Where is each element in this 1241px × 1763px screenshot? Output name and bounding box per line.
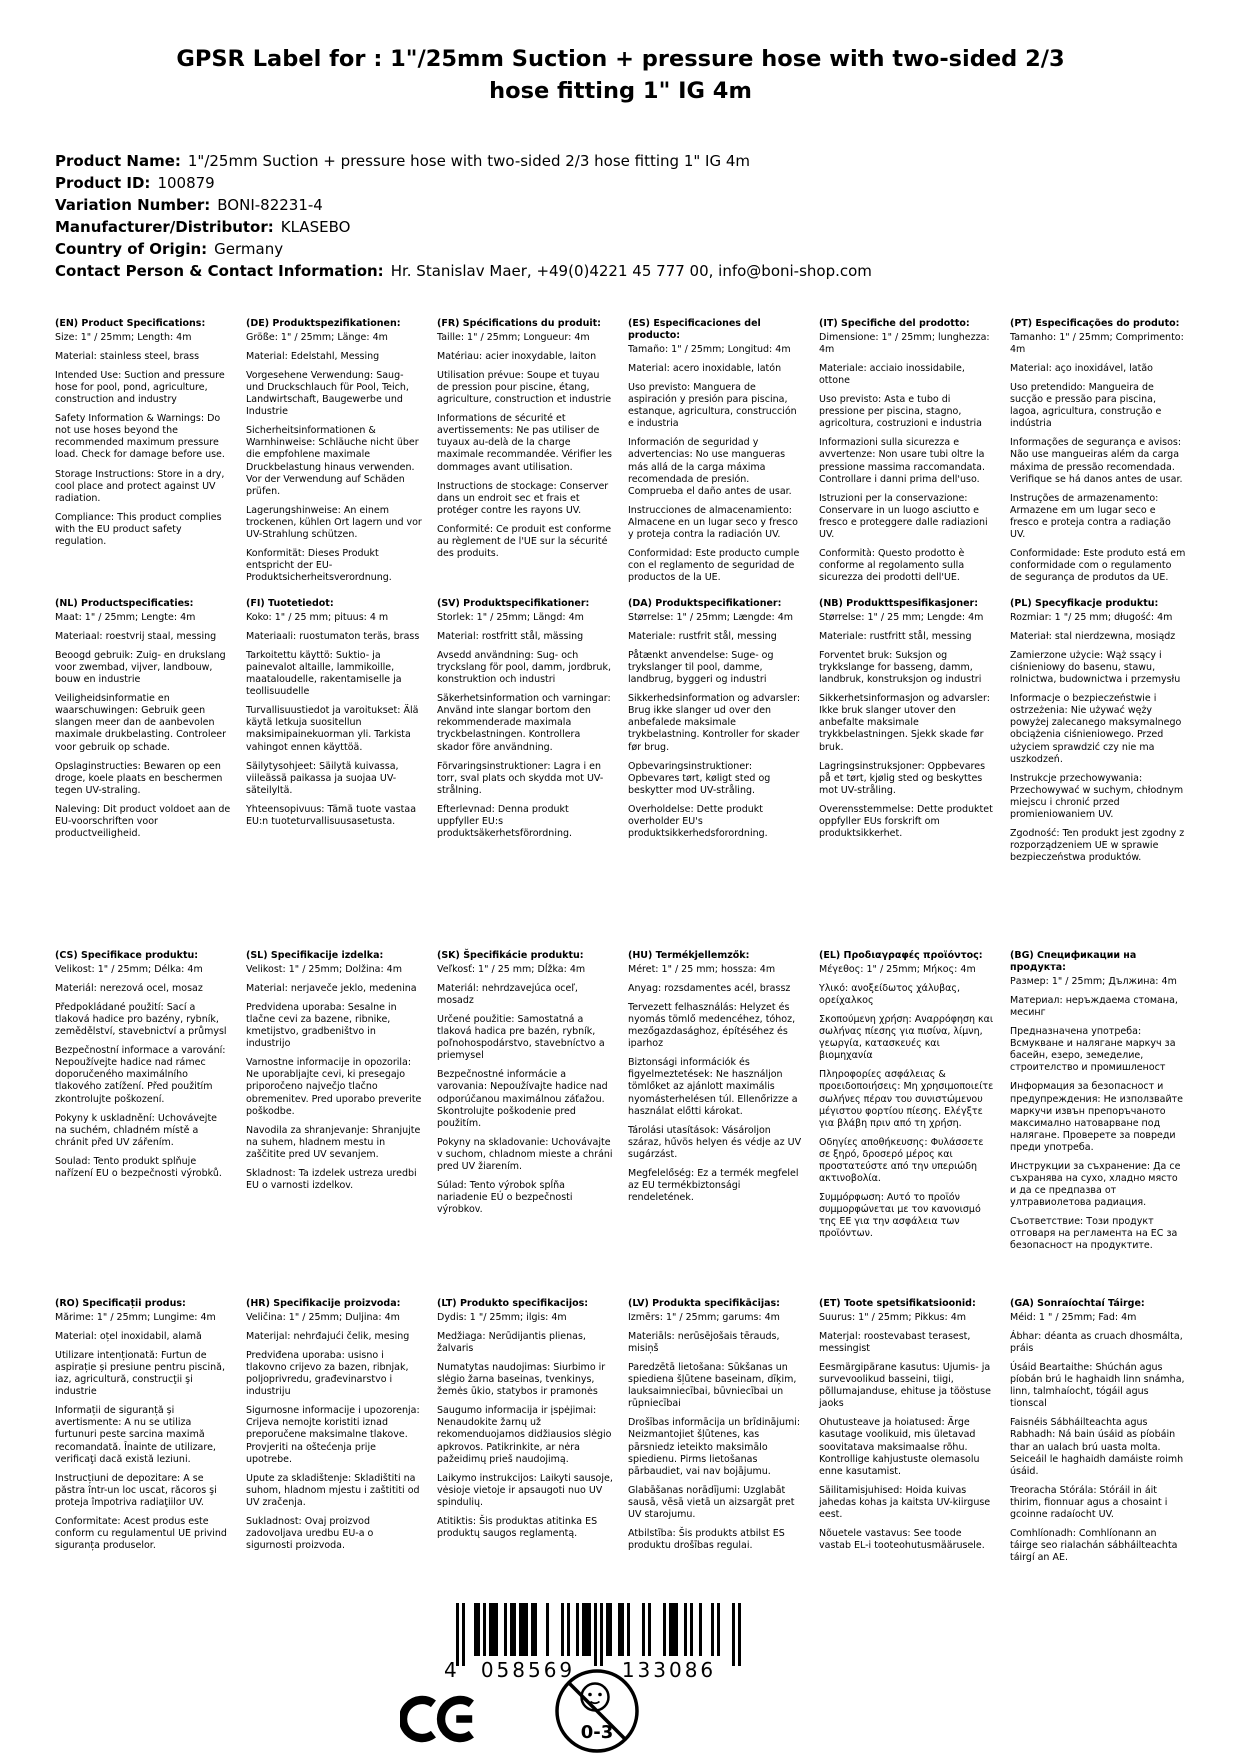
spec-paragraph: Materjal: roostevabast terasest, messingist (819, 1331, 971, 1355)
language-block-sv (437, 598, 613, 847)
language-block-cs (55, 950, 231, 1187)
page-title: GPSR Label for : 1"/25mm Suction + pressure hose with two-sided 2/3 hose fitting 1" IG 4m (176, 46, 1065, 104)
language-block-heading: (LV) Produkta specifikācijas: (628, 1297, 780, 1309)
spec-paragraph: Avsedd användning: Sug- och tryckslang för pool, damm, jordbruk, konstruktion och industri (437, 650, 611, 686)
spec-paragraph: Maat: 1" / 25mm; Lengte: 4m (55, 611, 196, 623)
product-info-label: Country of Origin: (55, 239, 208, 258)
spec-paragraph: Veiligheidsinformatie en waarschuwingen: Gebruik geen slangen meer dan de aanbevolen maximale drukbelasting. Controleer voor gebruik op schade. (55, 693, 227, 753)
product-info-value: Germany (214, 239, 284, 258)
product-info-value: BONI-82231-4 (217, 195, 323, 214)
spec-paragraph: Material: aço inoxidável, latão (1010, 363, 1153, 375)
ce-mark-svg (400, 1693, 476, 1745)
spec-paragraph: Opslaginstructies: Bewaren op een droge, koele plaats en beschermen tegen UV-straling. (55, 760, 223, 796)
language-block-heading: (HR) Specifikacije proizvoda: (246, 1297, 401, 1309)
language-block-heading: (NB) Produkttspesifikasjoner: (819, 597, 979, 609)
spec-paragraph: Materiāls: nerūsējošais tērauds, misiņš (628, 1331, 780, 1355)
spec-paragraph: Overensstemmelse: Dette produktet oppfyller EUs forskrift om produktsikkerhet. (819, 803, 993, 839)
spec-paragraph: Instrucciones de almacenamiento: Almacene en un lugar seco y fresco y proteja contra la radiación UV. (628, 504, 798, 540)
language-block-it (819, 318, 995, 591)
spec-paragraph: Conformité: Ce produit est conforme au règlement de l'UE sur la sécurité des produits. (437, 523, 612, 559)
spec-paragraph: Størrelse: 1" / 25 mm; Lengde: 4m (819, 611, 984, 623)
language-block-pl (1010, 598, 1186, 871)
spec-paragraph: Safety Information & Warnings: Do not use hoses beyond the recommended maximum pressure load. Check for damage before use. (55, 413, 225, 461)
spec-paragraph: Materiale: acciaio inossidabile, ottone (819, 363, 965, 387)
spec-paragraph: Opbevaringsinstruktioner: Opbevares tørt, køligt sted og beskytter mod UV-stråling. (628, 760, 771, 796)
language-block-heading: (PL) Specyfikacje produktu: (1010, 597, 1159, 609)
language-block-heading: (PT) Especificações do produto: (1010, 317, 1180, 329)
spec-paragraph: Предназначена употреба: Всмукване и налягане маркуч за басейн, езеро, земеделие, строителство и промишленост (1010, 1026, 1176, 1074)
spec-paragraph: Material: stainless steel, brass (55, 351, 200, 362)
spec-paragraph: Laikymo instrukcijos: Laikyti sausoje, vėsioje vietoje ir apsaugoti nuo UV spindulių. (437, 1472, 613, 1508)
spec-paragraph: Koko: 1" / 25 mm; pituus: 4 m (246, 611, 389, 623)
spec-paragraph: Materiál: nehrdzavejúca oceľ, mosadz (437, 983, 578, 1007)
spec-paragraph: Paredzētā lietošana: Sūkšanas un spiediena šļūtene baseinam, dīķim, lauksaimniecībai, būvniecībai un rūpniecībai (628, 1362, 797, 1410)
spec-paragraph: Conformidade: Este produto está em conformidade com o regulamento de segurança de produtos da UE. (1010, 547, 1186, 583)
spec-paragraph: Matériau: acier inoxydable, laiton (437, 351, 597, 362)
language-block-heading: (LT) Produkto specifikacijos: (437, 1297, 589, 1309)
spec-paragraph: Predvidena uporaba: Sesalne in tlačne cevi za bazene, ribnike, kmetijstvo, gradbeništvo in industrijo (246, 1002, 397, 1050)
spec-paragraph: Utilisation prévue: Soupe et tuyau de pression pour piscine, étang, agriculture, construction et industrie (437, 370, 612, 406)
spec-paragraph: Lagerungshinweise: An einem trockenen, kühlen Ort lagern und vor UV-Strahlung schützen. (246, 504, 422, 540)
spec-paragraph: Förvaringsinstruktioner: Lagra i en torr, sval plats och skydda mot UV-strålning. (437, 760, 604, 796)
spec-paragraph: Overholdelse: Dette produkt overholder EU's produktsikkerhedsforordning. (628, 803, 768, 839)
spec-paragraph: Izmērs: 1" / 25mm; garums: 4m (628, 1311, 780, 1323)
spec-paragraph: Pokyny k uskladnění: Uchovávejte na suchém, chladném místě a chránit před UV zářením. (55, 1112, 218, 1148)
spec-paragraph: Konformität: Dieses Produkt entspricht der EU-Produktsicherheitsverordnung. (246, 547, 392, 583)
spec-paragraph: Συμμόρφωση: Αυτό το προϊόν συμμορφώνεται με τον κανονισμό της ΕΕ για την ασφάλεια των προϊόντων. (819, 1191, 981, 1240)
spec-paragraph: Storage Instructions: Store in a dry, cool place and protect against UV radiation. (55, 468, 225, 504)
spec-paragraph: Medžiaga: Nerūdijantis plienas, žalvaris (437, 1331, 586, 1355)
spec-paragraph: Instructions de stockage: Conserver dans un endroit sec et frais et protéger contre les rayons UV. (437, 480, 609, 516)
spec-paragraph: Размер: 1" / 25mm; Дължина: 4m (1010, 976, 1177, 987)
spec-paragraph: Tárolási utasítások: Vásároljon száraz, hűvös helyen és védje az UV sugárzást. (628, 1124, 802, 1160)
barcode-digits-group2: 133086 (621, 1657, 717, 1682)
spec-paragraph: Información de seguridad y advertencias: No use mangueras más allá de la carga máxima recomendada de presión. Comprueba el daño antes de usar. (628, 437, 792, 497)
language-grid-row (55, 318, 1186, 598)
spec-paragraph: Soulad: Tento produkt splňuje nařízení EU o bezpečnosti výrobků. (55, 1155, 222, 1179)
spec-paragraph: Conformidad: Este producto cumple con el reglamento de seguridad de productos de la UE. (628, 547, 800, 583)
spec-paragraph: Tamanho: 1" / 25mm; Comprimento: 4m (1010, 331, 1184, 355)
language-block-heading: (ET) Toote spetsifikatsioonid: (819, 1297, 976, 1309)
product-info-label: Manufacturer/Distributor: (55, 217, 274, 236)
language-block-fr (437, 318, 613, 567)
product-info-value: KLASEBO (280, 217, 351, 236)
product-info-label: Contact Person & Contact Information: (55, 261, 384, 280)
spec-paragraph: Dimensione: 1" / 25mm; lunghezza: 4m (819, 331, 990, 355)
spec-paragraph: Beoogd gebruik: Zuig- en drukslang voor zwembad, vijver, landbouw, bouw en industrie (55, 650, 226, 686)
language-block-el (819, 950, 995, 1247)
spec-paragraph: Saugumo informacija ir įspėjimai: Nenaudokite žarnų už rekomenduojamos didžiausios slėgio apkrovos. Patikrinkite, ar nėra pažeidimų prieš naudojimą. (437, 1405, 612, 1465)
spec-paragraph: Ábhar: déanta as cruach dhosmálta, práis (1010, 1331, 1183, 1355)
product-info-value: 100879 (157, 173, 215, 192)
spec-paragraph: Informazioni sulla sicurezza e avvertenze: Non usare tubi oltre la pressione massima raccomandata. Controllare i danni prima dell'uso. (819, 437, 986, 485)
spec-paragraph: Uso previsto: Asta e tubo di pressione per piscina, stagno, agricoltura, costruzioni e industria (819, 394, 982, 430)
barcode-digit-left: 4 (444, 1657, 457, 1682)
language-grid (55, 318, 1186, 1603)
spec-paragraph: Uso pretendido: Mangueira de sucção e pressão para piscina, lagoa, agricultura, construção e indústria (1010, 382, 1162, 430)
language-block-heading: (SV) Produktspecifikationer: (437, 597, 590, 609)
language-block-heading: (CS) Specifikace produktu: (55, 949, 199, 961)
language-block-heading: (ES) Especificaciones del producto: (628, 317, 761, 341)
spec-paragraph: Материал: неръждаема стомана, месинг (1010, 995, 1178, 1019)
spec-paragraph: Skladnost: Ta izdelek ustreza uredbi EU o varnosti izdelkov. (246, 1167, 417, 1191)
spec-paragraph: Turvallisuustiedot ja varoitukset: Älä käytä letkuja suositellun maksimipainekuorman yli. Tarkista vahingot ennen käyttöä. (246, 705, 419, 753)
language-block-fi (246, 598, 422, 835)
product-info-row (55, 260, 1186, 282)
spec-paragraph: Materiał: stal nierdzewna, mosiądz (1010, 631, 1176, 642)
spec-paragraph: Numatytas naudojimas: Siurbimo ir slėgio žarna baseinas, tvenkinys, žemės ūkio, statybos ir pramonės (437, 1362, 606, 1398)
spec-paragraph: Veličina: 1" / 25mm; Duljina: 4m (246, 1311, 400, 1323)
spec-paragraph: Sikkerhedsinformation og advarsler: Brug ikke slanger ud over den anbefalede maksimale trykbelastning. Kontroller for skader før brug. (628, 693, 801, 753)
spec-paragraph: Informacje o bezpieczeństwie i ostrzeżenia: Nie używać węży powyżej zalecanego maksymalnego obciążenia ciśnieniowego. Przed użyciem sprawdzić czy nie ma uszkodzeń. (1010, 693, 1182, 765)
spec-paragraph: Drošības informācija un brīdinājumi: Neizmantojiet šļūtenes, kas pārsniedz ieteikto maksimālo spiedienu. Pirms lietošanas pārbaudiet, vai nav bojājumu. (628, 1417, 801, 1477)
spec-paragraph: Efterlevnad: Denna produkt uppfyller EU:s produktsäkerhetsförordning. (437, 803, 573, 839)
language-block-de (246, 318, 422, 591)
spec-paragraph: Material: oțel inoxidabil, alamă (55, 1331, 202, 1342)
spec-paragraph: Informações de segurança e avisos: Não use mangueiras além da carga máxima de pressão recomendada. Verifique se há danos antes de usar. (1010, 437, 1183, 485)
spec-paragraph: Taille: 1" / 25mm; Longueur: 4m (437, 331, 590, 343)
product-info-value: Hr. Stanislav Maer, +49(0)4221 45 777 00, info@boni-shop.com (390, 261, 872, 280)
spec-paragraph: Atbilstība: Šis produkts atbilst ES produktu drošības regulai. (628, 1527, 785, 1551)
spec-paragraph: Instruções de armazenamento: Armazene em um lugar seco e fresco e proteja contra a radiação UV. (1010, 492, 1171, 540)
age-warning-label: 0-3 (580, 1721, 614, 1743)
product-info-value: 1"/25mm Suction + pressure hose with two-sided 2/3 hose fitting 1" IG 4m (187, 151, 751, 170)
spec-paragraph: Materiale: rustfritt stål, messing (819, 631, 972, 642)
spec-paragraph: Compliance: This product complies with the EU product safety regulation. (55, 511, 222, 547)
spec-paragraph: Intended Use: Suction and pressure hose for pool, pond, agriculture, construction and industry (55, 370, 225, 406)
language-grid-row (55, 1298, 1186, 1603)
spec-paragraph: Sigurnosne informacije i upozorenja: Crijeva nemojte koristiti iznad preporučene maksimalne tlakove. Provjeriti na oštećenja prije upotrebe. (246, 1405, 420, 1465)
product-info (55, 150, 1186, 282)
spec-paragraph: Mărime: 1" / 25mm; Lungime: 4m (55, 1311, 216, 1323)
age-warning-svg (553, 1667, 641, 1755)
language-block-nb (819, 598, 995, 847)
spec-paragraph: Materiaal: roestvrij staal, messing (55, 631, 217, 642)
spec-paragraph: Size: 1" / 25mm; Length: 4m (55, 331, 192, 343)
barcode-digits-group1: 058569 (480, 1657, 576, 1682)
spec-paragraph: Určené použitie: Samostatná a tlaková hadica pre bazén, rybník, poľnohospodárstvo, stavebníctvo a priemysel (437, 1014, 605, 1062)
product-info-row (55, 238, 1186, 260)
spec-paragraph: Lagringsinstruksjoner: Oppbevares på et tørt, kjølig sted og beskyttes mot UV-stråling. (819, 760, 986, 796)
spec-paragraph: Instrukcje przechowywania: Przechowywać w suchym, chłodnym miejscu i chronić przed promieniowaniem UV. (1010, 772, 1184, 820)
spec-paragraph: Velikost: 1" / 25mm; Dolžina: 4m (246, 963, 402, 975)
spec-paragraph: Méret: 1" / 25 mm; hossza: 4m (628, 963, 776, 975)
product-info-label: Variation Number: (55, 195, 211, 214)
language-block-lt (437, 1298, 613, 1547)
language-block-sk (437, 950, 613, 1223)
spec-paragraph: Istruzioni per la conservazione: Conservare in un luogo asciutto e fresco e proteggere dalle radiazioni UV. (819, 492, 988, 540)
spec-paragraph: Materiál: nerezová ocel, mosaz (55, 983, 203, 994)
language-block-heading: (GA) Sonraíochtaí Táirge: (1010, 1297, 1145, 1309)
spec-paragraph: Rozmiar: 1 "/ 25 mm; długość: 4m (1010, 611, 1173, 623)
spec-paragraph: Materiale: rustfrit stål, messing (628, 631, 777, 642)
age-warning-0-3-icon (553, 1667, 641, 1755)
language-block-heading: (BG) Спецификации на продукта: (1010, 949, 1137, 973)
spec-paragraph: Säilytysohjeet: Säilytä kuivassa, viileässä paikassa ja suojaa UV-säteilyltä. (246, 760, 399, 796)
spec-paragraph: Anyag: rozsdamentes acél, brassz (628, 983, 791, 994)
spec-paragraph: Tervezett felhasználás: Helyzet és nyomás tömlő medencéhez, tóhoz, mezőgazdasághoz, építéséhez és iparhoz (628, 1002, 796, 1050)
language-block-heading: (RO) Specificații produs: (55, 1297, 186, 1309)
product-info-row (55, 172, 1186, 194)
language-block-heading: (SK) Špecifikácie produktu: (437, 949, 584, 961)
spec-paragraph: Størrelse: 1" / 25mm; Længde: 4m (628, 611, 794, 623)
language-block-en (55, 318, 231, 555)
spec-paragraph: Πληροφορίες ασφάλειας & προειδοποιήσεις: Μη χρησιμοποιείτε σωλήνες πέραν του συνιστώμενου μέγιστου φορτίου πίεσης. Ελέγξτε για βλάβη πριν από τη χρήση. (819, 1069, 994, 1129)
spec-paragraph: Comhlíonadh: Comhlíonann an táirge seo rialachán sábháilteachta táirgí an AE. (1010, 1527, 1178, 1563)
language-block-heading: (NL) Productspecificaties: (55, 597, 194, 609)
language-block-es (628, 318, 804, 591)
spec-paragraph: Biztonsági információk és figyelmeztetések: Ne használjon tömlőket az ajánlott maximális nyomásterhelésen túl. Ellenőrizze a használat előtti károkat. (628, 1057, 798, 1117)
spec-paragraph: Materiaali: ruostumaton teräs, brass (246, 631, 420, 642)
spec-paragraph: Инструкции за съхранение: Да се съхранява на сухо, хладно място и да се предпазва от ултравиолетова радиация. (1010, 1160, 1181, 1208)
spec-paragraph: Größe: 1" / 25mm; Länge: 4m (246, 331, 388, 343)
spec-paragraph: Sikkerhetsinformasjon og advarsler: Ikke bruk slanger utover den anbefalte maksimale trykkbelastningen. Sjekk skade før bruk. (819, 693, 990, 753)
product-info-label: Product Name: (55, 151, 181, 170)
product-info-label: Product ID: (55, 173, 151, 192)
language-block-lv (628, 1298, 804, 1559)
language-block-heading: (DE) Produktspezifikationen: (246, 317, 401, 329)
language-block-nl (55, 598, 231, 847)
spec-paragraph: Dydis: 1 "/ 25mm; ilgis: 4m (437, 1311, 567, 1323)
spec-paragraph: Påtænkt anvendelse: Suge- og trykslanger til pool, damme, landbrug, byggeri og industri (628, 650, 774, 686)
language-block-heading: (IT) Specifiche del prodotto: (819, 317, 970, 329)
product-info-row (55, 216, 1186, 238)
spec-paragraph: Säkerhetsinformation och varningar: Använd inte slangar bortom den rekommenderade maximala tryckbelastningen. Kontrollera skador före användning. (437, 693, 611, 753)
spec-paragraph: Υλικό: ανοξείδωτος χάλυβας, ορείχαλκος (819, 983, 960, 1007)
spec-paragraph: Suurus: 1" / 25mm; Pikkus: 4m (819, 1311, 966, 1323)
spec-paragraph: Yhteensopivuus: Tämä tuote vastaa EU:n tuoteturvallisuusasetusta. (246, 803, 417, 827)
spec-paragraph: Upute za skladištenje: Skladištiti na suhom, hladnom mjestu i zaštititi od UV zračenja. (246, 1472, 420, 1508)
language-block-heading: (FR) Spécifications du produit: (437, 317, 601, 329)
spec-paragraph: Faisnéis Sábháilteachta agus Rabhadh: Ná bain úsáid as píobáin thar an ualach brú uasta molta. Seiceáil le haghaidh damáiste roimh úsáid. (1010, 1417, 1184, 1477)
spec-paragraph: Bezpečnostné informácie a varovania: Nepoužívajte hadice nad odporúčanou maximálnou záťažou. Skontrolujte poškodenie pred použitím. (437, 1069, 608, 1129)
spec-paragraph: Méid: 1 " / 25mm; Fad: 4m (1010, 1311, 1137, 1323)
spec-paragraph: Utilizare intenționată: Furtun de aspirație și presiune pentru piscină, iaz, agricultură, construcţii şi industrie (55, 1350, 225, 1398)
spec-paragraph: Materijal: nehrđajući čelik, mesing (246, 1331, 410, 1342)
spec-paragraph: Tamaño: 1" / 25mm; Longitud: 4m (628, 344, 791, 355)
spec-paragraph: Material: acero inoxidable, latón (628, 363, 782, 375)
spec-paragraph: Informations de sécurité et avertissements: Ne pas utiliser de tuyaux au-delà de la charge maximale recommandée. Vérifier les dommages avant utilisation. (437, 413, 612, 473)
language-block-ro (55, 1298, 231, 1559)
language-block-heading: (DA) Produktspecifikationer: (628, 597, 782, 609)
spec-paragraph: Veľkosť: 1" / 25 mm; Dĺžka: 4m (437, 963, 586, 975)
language-block-et (819, 1298, 995, 1559)
spec-paragraph: Nõuetele vastavus: See toode vastab EL-i tooteohutusmäärusele. (819, 1527, 985, 1551)
spec-paragraph: Material: Edelstahl, Messing (246, 351, 380, 362)
spec-paragraph: Atitiktis: Šis produktas atitinka ES produktų saugos reglamentą. (437, 1515, 598, 1539)
spec-paragraph: Predviđena uporaba: usisno i tlakovno crijevo za bazen, ribnjak, poljoprivredu, građevinarstvo i industriju (246, 1350, 409, 1398)
spec-paragraph: Sicherheitsinformationen & Warnhinweise: Schläuche nicht über die empfohlene maximale Druckbelastung hinaus verwenden. Vor der Verwendung auf Schäden prüfen. (246, 425, 419, 497)
spec-paragraph: Съответствие: Този продукт отговаря на регламента на ЕС за безопасност на продуктите. (1010, 1216, 1178, 1252)
language-block-heading: (FI) Tuotetiedot: (246, 597, 334, 609)
language-grid-row (55, 950, 1186, 1298)
spec-paragraph: Pokyny na skladovanie: Uchovávajte v suchom, chladnom mieste a chráni pred UV žiarením. (437, 1136, 613, 1172)
language-block-pt (1010, 318, 1186, 591)
spec-paragraph: Material: nerjaveče jeklo, medenina (246, 983, 417, 994)
label-footer (55, 1603, 1186, 1763)
language-grid-row (55, 598, 1186, 950)
language-block-ga (1010, 1298, 1186, 1571)
spec-paragraph: Ohutusteave ja hoiatused: Ärge kasutage voolikuid, mis ületavad soovitatava maksimaalse rõhu. Kontrollige kahjustuste olemasolu enne kasutamist. (819, 1417, 980, 1477)
spec-paragraph: Zgodność: Ten produkt jest zgodny z rozporządzeniem UE w sprawie bezpieczeństwa produktów. (1010, 827, 1185, 863)
spec-paragraph: Uso previsto: Manguera de aspiración y presión para piscina, estanque, agricultura, construcción e industria (628, 382, 797, 430)
spec-paragraph: Vorgesehene Verwendung: Saug- und Druckschlauch für Pool, Teich, Landwirtschaft, Baugewerbe und Industrie (246, 370, 409, 418)
spec-paragraph: Súlad: Tento výrobok spĺňa nariadenie EÚ o bezpečnosti výrobkov. (437, 1179, 573, 1215)
spec-paragraph: Material: rostfritt stål, mässing (437, 631, 584, 642)
spec-paragraph: Velikost: 1" / 25mm; Délka: 4m (55, 963, 203, 975)
product-info-row (55, 194, 1186, 216)
spec-paragraph: Předpokládané použití: Sací a tlaková hadice pro bazény, rybník, zemědělství, stavebnictví a průmysl (55, 1002, 227, 1038)
spec-paragraph: Οδηγίες αποθήκευσης: Φυλάσσετε σε ξηρό, δροσερό μέρος και προστατεύστε από την υπεριώδη ακτινοβολία. (819, 1136, 984, 1184)
product-info-row (55, 150, 1186, 172)
language-block-heading: (HU) Termékjellemzők: (628, 949, 750, 961)
spec-paragraph: Conformitate: Acest produs este conform cu regulamentul UE privind siguranța produselor. (55, 1515, 227, 1551)
spec-paragraph: Glabāšanas norādījumi: Uzglabāt sausā, vēsā vietā un aizsargāt pret UV starojumu. (628, 1484, 795, 1520)
language-block-hu (628, 950, 804, 1211)
language-block-sl (246, 950, 422, 1199)
language-block-bg (1010, 950, 1186, 1259)
spec-paragraph: Forventet bruk: Suksjon og trykkslange for basseng, damm, landbruk, konstruksjon og industri (819, 650, 982, 686)
spec-paragraph: Conformità: Questo prodotto è conforme al regolamento sulla sicurezza dei prodotti dell'UE. (819, 547, 965, 583)
spec-paragraph: Eesmärgipärane kasutus: Ujumis- ja survevoolikud basseini, tiigi, põllumajanduse, ehituse ja tööstuse jaoks (819, 1362, 991, 1410)
spec-paragraph: Tarkoitettu käyttö: Suktio- ja painevalot altaille, lammikoille, maataloudelle, rakentamiselle ja teollisuudelle (246, 650, 402, 698)
spec-paragraph: Zamierzone użycie: Wąż ssący i ciśnieniowy do basenu, stawu, rolnictwa, budownictwa i przemysłu (1010, 650, 1181, 686)
spec-paragraph: Sukladnost: Ovaj proizvod zadovoljava uredbu EU-a o sigurnosti proizvoda. (246, 1515, 374, 1551)
language-block-heading: (EL) Προδιαγραφές προϊόντος: (819, 949, 983, 961)
spec-paragraph: Информация за безопасност и предупреждения: Не използвайте маркучи извън препоръчаното максимално натоварване под налягане. Проверете за повреди преди употреба. (1010, 1081, 1184, 1153)
spec-paragraph: Úsáid Beartaithe: Shúchán agus píobán brú le haghaidh linn snámha, linn, talmhaíocht, tógáil agus tionscal (1010, 1362, 1185, 1410)
spec-paragraph: Naleving: Dit product voldoet aan de EU-voorschriften voor productveiligheid. (55, 803, 231, 839)
spec-paragraph: Varnostne informacije in opozorila: Ne uporabljajte cevi, ki presegajo priporočeno največjo tlačno obremenitev. Pred uporabo preverite poškodbe. (246, 1057, 422, 1117)
spec-paragraph: Megfelelőség: Ez a termék megfelel az EU termékbiztonsági rendeletének. (628, 1167, 799, 1203)
spec-paragraph: Navodila za shranjevanje: Shranjujte na suhem, hladnem mestu in zaščitite pred UV sevanjem. (246, 1124, 421, 1160)
spec-paragraph: Säilitamisjuhised: Hoida kuivas jahedas kohas ja kaitsta UV-kiirguse eest. (819, 1484, 991, 1520)
spec-paragraph: Instrucțiuni de depozitare: A se păstra într-un loc uscat, răcoros şi proteja împotriva radiaţiilor UV. (55, 1472, 217, 1508)
spec-paragraph: Informații de siguranță și avertismente: A nu se utiliza furtunuri peste sarcina maximă recomandată. Înainte de utilizare, verificaţi dacă există leziuni. (55, 1405, 216, 1465)
spec-paragraph: Bezpečnostní informace a varování: Nepoužívejte hadice nad rámec doporučeného maximálního tlakového zatížení. Před použitím zkontrolujte poškození. (55, 1045, 226, 1105)
spec-paragraph: Μέγεθος: 1" / 25mm; Μήκος: 4m (819, 963, 976, 975)
language-block-hr (246, 1298, 422, 1559)
spec-paragraph: Σκοπούμενη χρήση: Αναρρόφηση και σωλήνας πίεσης για πισίνα, λίμνη, γεωργία, κατασκευές και βιομηχανία (819, 1014, 994, 1062)
language-block-da (628, 598, 804, 847)
language-block-heading: (EN) Product Specifications: (55, 317, 206, 329)
spec-paragraph: Treoracha Stórála: Stóráil in áit thirim, fionnuar agus a chosaint i gcoinne radaíocht UV. (1010, 1484, 1168, 1520)
spec-paragraph: Storlek: 1" / 25mm; Längd: 4m (437, 611, 584, 623)
language-block-heading: (SL) Specifikacije izdelka: (246, 949, 384, 961)
ce-mark-icon (400, 1693, 476, 1745)
